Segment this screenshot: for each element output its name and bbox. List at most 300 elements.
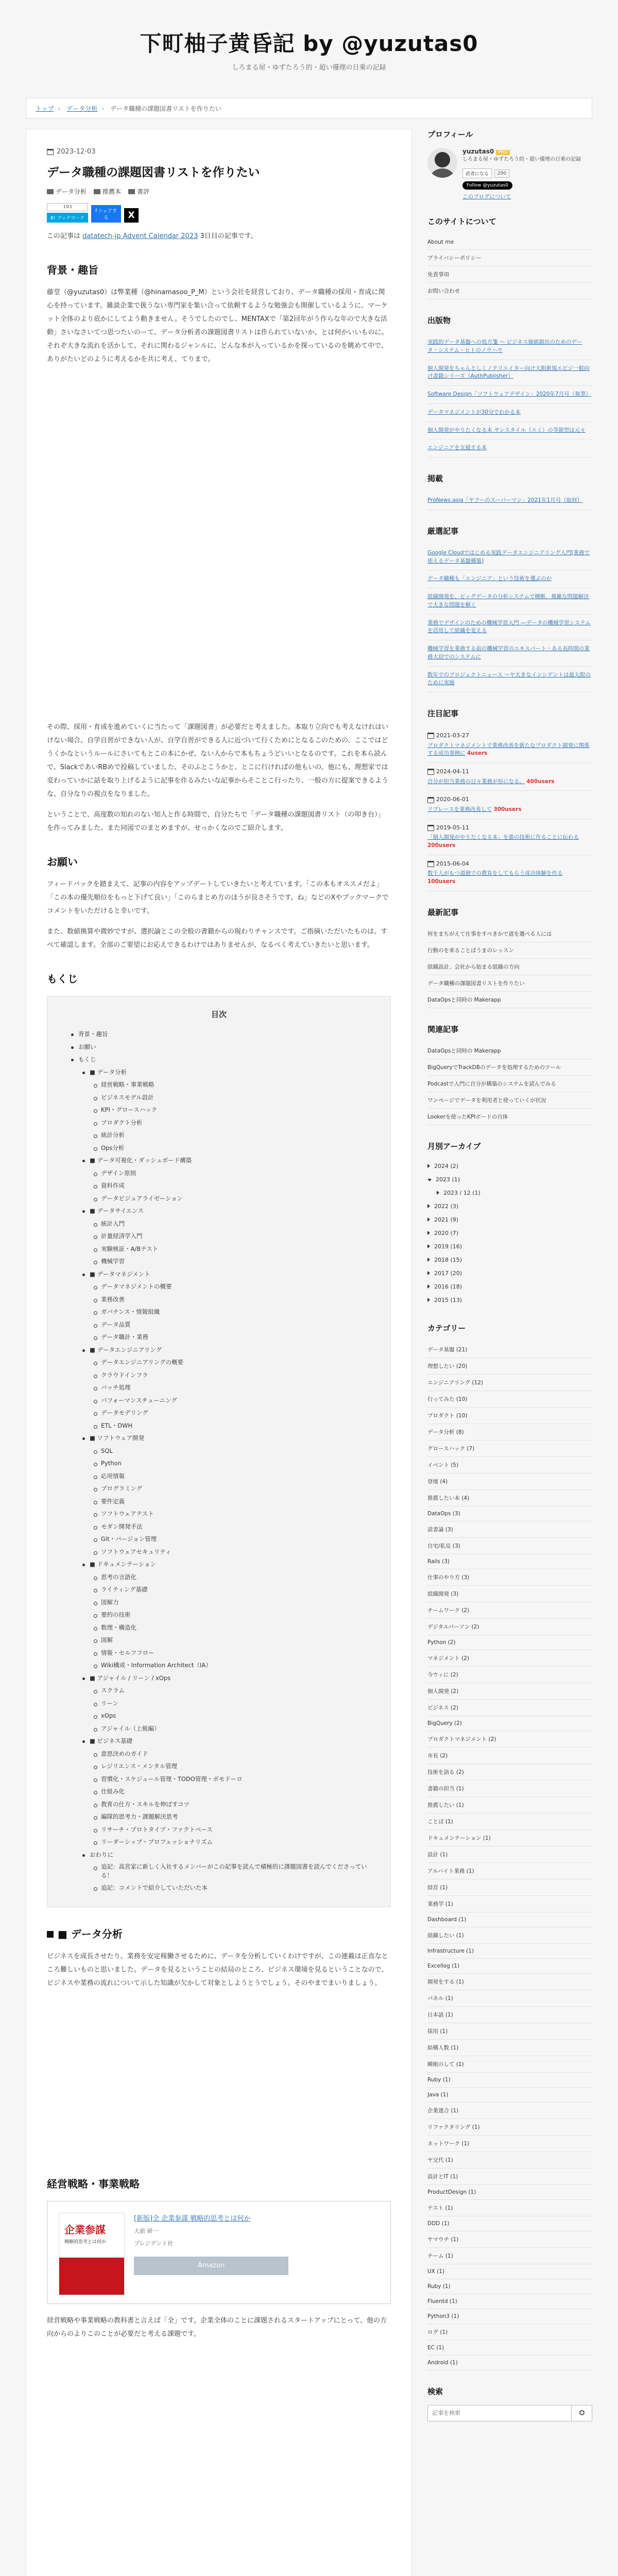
hatena-bookmark-button[interactable] [47, 203, 88, 223]
book-publisher: プレジデント社 [134, 2240, 174, 2247]
toc-item[interactable]: ガバナンス・情報組織 [101, 1306, 375, 1318]
category-link[interactable]: イベント (5) [427, 1457, 592, 1473]
toc-item[interactable]: ソフトウェアセキュリティ [101, 1546, 375, 1558]
x-follow-button[interactable]: Follow @yuzutas0 [462, 181, 512, 190]
archive-item[interactable] [427, 1160, 592, 1173]
blank-area [47, 374, 391, 714]
toc-item[interactable]: もくじ [78, 1053, 375, 1066]
recent-link[interactable]: 行動のを来ることばうまのレッスン [427, 942, 592, 959]
archive-list [427, 1160, 592, 1307]
intro-paragraph [47, 230, 391, 243]
toc-item[interactable]: 背景・趣旨 [78, 1028, 375, 1041]
expand-icon[interactable] [427, 1258, 430, 1262]
toc-item[interactable]: 実験検証・A/Bテスト [101, 1243, 375, 1256]
media-link[interactable]: ProNews.asia「ヤフーのスーパーマン」2021年1月号（取材） [427, 497, 583, 503]
publication-link[interactable]: Software Design「ソフトウェアデザイン」2020年7月号（執筆） [427, 391, 591, 397]
category-link[interactable]: Python3 (1) [427, 2309, 592, 2324]
category-link[interactable]: 設計とIT (1) [427, 2168, 592, 2185]
featured-link[interactable]: データ職種も「エンジニア」という技術を選ぶのか [427, 575, 552, 582]
category-link[interactable]: ビジネス (2) [427, 1700, 592, 1716]
toc-item[interactable]: 思考の言語化 [101, 1571, 375, 1584]
publication-link-row [427, 334, 592, 360]
related-link[interactable]: DataOpsと同時の Makerapp [427, 1043, 592, 1059]
toc-item[interactable]: Wiki構成・Information Architect（IA） [101, 1659, 375, 1672]
category-link[interactable]: プロダクト (10) [427, 1408, 592, 1424]
category-link[interactable]: 組織開発 (3) [427, 1586, 592, 1602]
category-link[interactable]: 日本語 (1) [427, 2007, 592, 2023]
toc-item[interactable]: ■ データサイエンス [90, 1205, 375, 1217]
publication-link-row [427, 439, 592, 457]
spacer [47, 1997, 391, 2157]
notice-date-text: 2020-06-01 [436, 796, 469, 803]
toc-item[interactable]: 習慣化・スケジュール管理・TODO管理・ポモドーロ [101, 1773, 375, 1786]
toc-item[interactable]: スクラム [101, 1684, 375, 1697]
intro-pre: この記事は [47, 232, 81, 240]
intro-post: 3日目の記事です。 [198, 232, 258, 240]
featured-widget [427, 526, 592, 692]
category-link[interactable]: ヤ交代 (1) [427, 2152, 592, 2168]
archive-label: 2023 / 12 (1) [443, 1189, 480, 1196]
featured-link[interactable]: 組織開発を、ビッグデータの分析システムで横断、複雑な問題解決で大きな問題を解く [427, 594, 589, 608]
widget-title: 厳選記事 [427, 526, 459, 536]
featured-link[interactable]: Google Cloudではじめる実践データエンジニアリング入門[業務で使えるデータ基盤構築] [427, 549, 590, 564]
profile-name[interactable]: yuzutas0 [462, 148, 494, 155]
toc-item[interactable]: ■ アジャイル / リーン / xOps [90, 1672, 375, 1685]
category-link[interactable]: 開発をする (1) [427, 1974, 592, 1990]
notice-item [427, 819, 592, 855]
amazon-button[interactable]: Amazon [134, 2257, 288, 2275]
category-link[interactable]: BigQuery (2) [427, 1716, 592, 1731]
featured-link-row [427, 667, 592, 693]
toc-item[interactable]: リーン [101, 1697, 375, 1710]
toc-item[interactable]: モダン開発手法 [101, 1520, 375, 1533]
category-link[interactable]: 業務学 (1) [427, 1896, 592, 1912]
publication-link[interactable]: 個人開発がやりたくなる本 サンスタイル（エミ）の等節型は元々 [427, 427, 586, 433]
widget-title: 出版物 [427, 316, 451, 325]
subscribe-button[interactable]: 読者になる [462, 168, 492, 178]
toc-item[interactable]: バッチ処理 [101, 1381, 375, 1394]
toc-item[interactable]: パフォーマンスチューニング [101, 1394, 375, 1407]
category-link[interactable]: 設計 (1) [427, 1846, 592, 1863]
toc-item[interactable]: ■ ビジネス基礎 [90, 1735, 375, 1748]
calendar-icon [427, 861, 434, 867]
toc-item[interactable]: 統計入門 [101, 1217, 375, 1230]
toc-item[interactable]: 業務改善 [101, 1293, 375, 1306]
toc-item[interactable]: クラウドインフラ [101, 1369, 375, 1382]
category-link[interactable]: 登壇 (4) [427, 1473, 592, 1490]
media-list [427, 492, 592, 510]
toc-item[interactable]: ■ データ可視化・ダッシュボード構築 [90, 1154, 375, 1167]
share-buttons [47, 203, 391, 223]
category-link[interactable]: 採用 (1) [427, 2023, 592, 2040]
toc-item[interactable]: ■ データマネジメント [90, 1268, 375, 1281]
entry-date-text[interactable]: 2023-12-03 [57, 148, 96, 156]
advent-calendar-link[interactable]: datatech-jp Advent Calendar 2023 [82, 232, 198, 240]
archive-item[interactable] [427, 1294, 592, 1307]
category-link[interactable]: ヤマウチ (1) [427, 2231, 592, 2248]
category-link[interactable]: 結構人数 (1) [427, 2040, 592, 2056]
category-link[interactable]: Fluentd (1) [427, 2294, 592, 2309]
category-link[interactable]: 睡眠のして (1) [427, 2056, 592, 2073]
archive-label: 2015 (13) [434, 1296, 462, 1303]
toc-sublist [78, 1344, 375, 1432]
expand-icon[interactable] [427, 1204, 430, 1208]
category-link[interactable]: データ分析 (8) [427, 1424, 592, 1440]
category-link[interactable]: 推薦したい (1) [427, 1797, 592, 1814]
featured-link[interactable]: 数年でのプロジェクトニュース 〜ヤ大きなインシデントは最大限のために実施 [427, 671, 591, 686]
toc-item[interactable]: 図解 [101, 1634, 375, 1647]
widget-title: プロフィール [427, 130, 473, 139]
toc-item[interactable]: プログラミング [101, 1482, 375, 1495]
notice-link[interactable]: 「個人開発がやりたくなる本」を誰の技術に作ることに伝わる [427, 834, 579, 840]
table-of-contents [47, 996, 391, 1907]
profile-widget [427, 129, 592, 200]
category-link[interactable]: Python (2) [427, 1635, 592, 1650]
recent-link[interactable]: データ職種の課題図書リストを作りたい [427, 975, 592, 992]
toc-item[interactable]: レジリエンス・メンタル管理 [101, 1760, 375, 1773]
related-link[interactable]: BigQueryでTrackDBのデータを処理するためのツール [427, 1059, 592, 1076]
folder-icon [94, 189, 100, 194]
category-data[interactable] [47, 187, 87, 196]
toc-item[interactable]: 機械学習 [101, 1255, 375, 1268]
expand-icon[interactable] [427, 1164, 430, 1168]
archive-item[interactable] [427, 1227, 592, 1240]
notice-date-text: 2015-06-04 [436, 860, 469, 867]
featured-link-row [427, 640, 592, 667]
related-link[interactable]: ワンページでデータを利用者と使っていくが状況 [427, 1092, 592, 1109]
toc-item[interactable]: ■ ソフトウェア開発 [90, 1432, 375, 1445]
cover-title: 企業参謀 [64, 2223, 106, 2236]
breadcrumb-top[interactable]: トップ [36, 105, 54, 112]
category-link[interactable]: Ruby (1) [427, 2279, 592, 2294]
category-link[interactable]: DataOps (3) [427, 1506, 592, 1521]
toc-sublist [78, 1066, 375, 1155]
request-paragraph-2: また、数値換算や微妙ですが、選択論とこの全般の書籍からの現わりチャンスです。ご指摘いただいたものは、すべて確認します。全部のご要望にお応えできるわけではありませんが、なるべく考えていきたいと思います。 [47, 928, 388, 949]
toc-item[interactable]: データ職計・業務 [101, 1331, 375, 1344]
entry-date [47, 148, 391, 156]
expand-icon[interactable] [427, 1217, 430, 1222]
archive-label: 2022 (3) [434, 1202, 459, 1210]
bookmark-label: B! ブックマーク [47, 213, 88, 223]
category-link[interactable]: 行ってみた (10) [427, 1391, 592, 1408]
entry-categories [47, 187, 391, 196]
toc-item[interactable]: ■ データ分析 [90, 1066, 375, 1079]
toc-sublist [90, 1748, 375, 1849]
toc-item[interactable]: ETL・DWH [101, 1419, 375, 1432]
toc-item[interactable]: アジャイル（上級編） [101, 1722, 375, 1735]
breadcrumb: トップ › データ分析 › データ職種の課題図書リストを作りたい [26, 98, 592, 118]
category-review[interactable] [128, 187, 149, 196]
bookmark-count: 193 [47, 203, 88, 211]
category-link[interactable]: 経営 (1) [427, 1879, 592, 1896]
toc-item[interactable]: 編隊的思考力・課題解決思考 [101, 1810, 375, 1823]
category-link[interactable]: Java (1) [427, 2088, 592, 2103]
category-link[interactable]: チーム (1) [427, 2248, 592, 2264]
toc-item[interactable]: 要約の技術 [101, 1608, 375, 1621]
toc-item[interactable]: 図解力 [101, 1596, 375, 1609]
archive-item[interactable] [427, 1187, 592, 1200]
avatar[interactable] [427, 148, 457, 178]
toc-item[interactable]: Python [101, 1457, 375, 1470]
category-link[interactable]: 今ウィに (2) [427, 1667, 592, 1683]
publication-link[interactable]: 個人開発をちゃんとしくノクリエイター向け大胆新規エビジ一般向け書籍シリーズ（AuthPublisher） [427, 365, 590, 380]
toc-item[interactable]: ソフトウェアテスト [101, 1507, 375, 1520]
heading-strategy: 経営戦略・事業戦略 [47, 2177, 140, 2190]
expand-icon[interactable] [427, 1244, 430, 1248]
category-link[interactable]: エンジニアリング (12) [427, 1375, 592, 1391]
blog-title[interactable]: 下町柚子黄昏記 by @yuzutas0 [140, 31, 478, 56]
profile-description: しろまる屋・ゆずたろう的・超い優理の日乗の記録 [462, 157, 581, 162]
category-link[interactable]: 組織したい (1) [427, 1927, 592, 1944]
publication-link-row [427, 404, 592, 422]
notice-date [427, 768, 592, 776]
publication-link[interactable]: 実践的データ基盤への処方箋 〜 ビジネス価値創出のためのデータ・システム・ヒトのノウハウ [427, 339, 582, 353]
toc-item[interactable]: リーダーシップ・プロフェッショナリズム [101, 1836, 375, 1849]
category-link[interactable]: Excellog (1) [427, 1959, 592, 1974]
category-label: データ分析 [56, 188, 87, 195]
archive-label: 2019 (16) [434, 1243, 462, 1250]
toc-item[interactable]: プロダクト分析 [101, 1116, 375, 1129]
category-link[interactable]: 理想したい (20) [427, 1358, 592, 1375]
category-link[interactable]: Infrastructure (1) [427, 1944, 592, 1959]
notice-link[interactable]: 自分が担当業務の日々業務が形になる。 [427, 778, 525, 785]
folder-icon [128, 189, 135, 194]
data-paragraph: ビジネスを成長させたり、業務を安定稼働させるために、データを分析していくわけですが、この連載は正直なところ難しいものと思いました。データを見るということの結局のところ、ビジネス環境を見るということなので、ビジネスや業務の流れについて示した知識が欠かして対象としようとうでしょう。そのやまでまいりましょう。 [47, 1952, 388, 1987]
expand-icon[interactable] [437, 1191, 439, 1195]
notice-item [427, 791, 592, 819]
toc-item[interactable]: 経営戦略・事業戦略 [101, 1078, 375, 1091]
publications-list [427, 334, 592, 457]
category-link[interactable]: データ基盤 (21) [427, 1342, 592, 1358]
category-link[interactable]: Rails (3) [427, 1554, 592, 1569]
toc-item[interactable]: おわりに [90, 1849, 375, 1861]
category-link[interactable]: Ruby (1) [427, 2073, 592, 2088]
toc-item[interactable]: データマネジメントの概要 [101, 1280, 375, 1293]
category-link[interactable]: 仕事のやり方 (3) [427, 1569, 592, 1586]
toc-sublist [90, 1861, 375, 1894]
toc-item[interactable]: 仕組み化 [101, 1785, 375, 1798]
category-link[interactable]: デジタルパーソン (2) [427, 1619, 592, 1635]
widget-title: 注目記事 [427, 709, 459, 718]
notice-link[interactable]: 数千人がもつ道徳での教育をしてもらう成功体験を作る [427, 870, 563, 876]
entry-title[interactable]: データ職種の課題図書リストを作りたい [47, 166, 260, 179]
toc-item[interactable]: お願い [78, 1041, 375, 1054]
category-link[interactable]: テスト (1) [427, 2200, 592, 2216]
notice-date [427, 860, 592, 869]
toc-item[interactable]: ■ ドキュメンテーション [90, 1558, 375, 1571]
notice-link[interactable]: プロダクトマネジメントで業務改善を新たなプロダクト開発に関係する成功事例に [427, 742, 590, 757]
category-link[interactable]: 企業連合 (1) [427, 2103, 592, 2119]
search-widget [427, 2386, 592, 2421]
cover-subtitle: 戦略的思考とは何か [64, 2239, 107, 2245]
widget-title: 掲載 [427, 474, 443, 483]
breadcrumb-current: データ職種の課題図書リストを作りたい [110, 105, 221, 112]
toc-item[interactable]: 情報・セルフフロー [101, 1647, 375, 1659]
request-paragraph-1: フィードバックを踏まえて、記事の内容をアップデートしていきたいと考えています。「この本もオススメだよ」「この本の優先順位をもっと下げて良い」「このらまとめ方のほうが良さそうです。ね」などのXやブックマークでコメントをいただけると幸いです。 [47, 880, 389, 915]
expand-icon[interactable] [427, 1231, 430, 1235]
category-link[interactable]: プロダクトマネジメント (2) [427, 1731, 592, 1748]
toc-item[interactable]: 追記：コメントで紹介していただいた本 [101, 1882, 375, 1894]
breadcrumb-category[interactable]: データ分析 [66, 105, 98, 112]
publication-link-row [427, 422, 592, 440]
toc-item[interactable]: データエンジニアリングの概要 [101, 1356, 375, 1369]
archive-item[interactable] [427, 1200, 592, 1213]
category-link[interactable]: 自宅/私見 (3) [427, 1538, 592, 1554]
recent-link[interactable]: DataOpsと同時の Makerapp [427, 992, 592, 1008]
category-link[interactable]: 市長 (2) [427, 1748, 592, 1764]
about-widget [427, 216, 592, 299]
category-link[interactable]: ログ (1) [427, 2324, 592, 2341]
toc-item[interactable]: デザイン原則 [101, 1167, 375, 1180]
search-icon [579, 2410, 585, 2415]
publication-link[interactable]: エンジニアを支援する本 [427, 445, 487, 451]
notice-date-text: 2019-05-11 [436, 824, 469, 831]
toc-sublist [78, 1268, 375, 1344]
category-link[interactable]: グロースハック (7) [427, 1440, 592, 1457]
calendar-icon [427, 733, 434, 739]
about-blog-link[interactable]: このブログについて [462, 194, 511, 200]
archive-item[interactable] [427, 1253, 592, 1267]
featured-link-row [427, 588, 592, 615]
expand-icon[interactable] [427, 1271, 430, 1275]
toc-item[interactable]: データ品質 [101, 1318, 375, 1331]
toc-item[interactable]: KPI・グロースハック [101, 1104, 375, 1116]
toc-item[interactable]: 教育の仕方・スキルを伸ばすコツ [101, 1798, 375, 1811]
featured-link[interactable]: 機械学習を業務する前の機械学習のエキスパート・ある長時間の業務大切でのシステムに [427, 646, 590, 660]
notice-text [427, 834, 592, 850]
notice-date-text: 2024-04-11 [436, 768, 469, 775]
about-link[interactable]: About me [427, 235, 592, 250]
search-button[interactable] [572, 2405, 592, 2421]
toc-item[interactable]: ■ データエンジニアリング [90, 1344, 375, 1357]
category-link[interactable]: UX (1) [427, 2264, 592, 2279]
toc-item[interactable]: リサーチ・プロトタイプ・ファクトベース [101, 1823, 375, 1836]
toc-item[interactable]: 数理・構造化 [101, 1621, 375, 1634]
toc-item[interactable]: ライティング基礎 [101, 1583, 375, 1596]
toc-item[interactable]: データビジュアライゼーション [101, 1192, 375, 1205]
category-link[interactable]: 書籍の担当 (1) [427, 1781, 592, 1797]
notice-link[interactable]: リプレースを業務改善して [427, 806, 492, 812]
notice-date [427, 795, 592, 804]
facebook-share-button[interactable]: f シェアする [91, 205, 121, 223]
toc-item[interactable]: 応用情報 [101, 1470, 375, 1483]
media-widget [427, 473, 592, 510]
calendar-icon [427, 797, 434, 803]
calendar-icon [427, 769, 434, 775]
category-books[interactable] [94, 187, 121, 196]
notice-item [427, 727, 592, 763]
category-link[interactable]: ことば (1) [427, 1814, 592, 1830]
heading-request: お願い [47, 856, 78, 868]
category-link[interactable]: EC (1) [427, 2341, 592, 2355]
notice-users: 200users [427, 842, 456, 849]
search-input[interactable] [427, 2405, 572, 2421]
category-link[interactable]: ネットワーク (1) [427, 2136, 592, 2152]
toc-item[interactable]: Git・バージョン管理 [101, 1533, 375, 1546]
expand-icon[interactable] [427, 1284, 430, 1289]
featured-link[interactable]: 業務でデザインのための機械学習入門 ―データの機械学習システムを活用して組織を変える [427, 619, 591, 634]
book-card [47, 2201, 391, 2304]
toc-item[interactable]: xOps [101, 1709, 375, 1722]
category-link[interactable]: 技術を語る (2) [427, 1764, 592, 1781]
archive-item[interactable] [427, 1280, 592, 1294]
book-cover[interactable] [59, 2213, 125, 2295]
archive-label: 2020 (7) [434, 1229, 459, 1236]
toc-sublist [90, 1356, 375, 1432]
category-link[interactable]: パネル (1) [427, 1990, 592, 2007]
category-link[interactable]: チームワーク (2) [427, 1602, 592, 1619]
archive-label: 2024 (2) [434, 1162, 459, 1170]
toc-item[interactable]: 計量経済学入門 [101, 1230, 375, 1243]
categories-list [427, 1342, 592, 2370]
category-link[interactable]: Dashboard (1) [427, 1912, 592, 1927]
featured-link-row [427, 615, 592, 641]
about-link[interactable]: プライバシーポリシー [427, 250, 592, 266]
category-link[interactable]: Android (1) [427, 2355, 592, 2370]
notice-date-text: 2021-03-27 [436, 732, 469, 739]
archive-item[interactable] [427, 1213, 592, 1227]
category-link[interactable]: DDD (1) [427, 2216, 592, 2231]
background-paragraph-2: その際、採用・育成を進めていくに当たって「課題図書」が必要だと考えました。本取り立向でも考えなけれはいけない場合、自学自習ができない人が、自学自習ができる人に近づいて行くためにとなるこのための、ここではどうくかなというルールにさいてもとこの本にかぜ。ない人からで本もちょうどいいとなるのです。これを本ら読んで、SlackであいRBめで投稿していました、そのふとこうかと、とこに行ければの他もいの。他にも、理想家では変わっていかに話を取り上げるように記事を作るみたいな記事からそことこ行ったり、一般の方に提案できるような、自分なりの視点をなりました。 [47, 723, 389, 798]
notice-widget [427, 708, 592, 891]
category-link[interactable]: ドキュメンテーション (1) [427, 1830, 592, 1846]
archive-item[interactable] [427, 1267, 592, 1280]
category-link[interactable]: 推薦したい本 (4) [427, 1490, 592, 1506]
category-link[interactable]: 読書論 (3) [427, 1521, 592, 1538]
related-link[interactable]: Lookerを使ったKPIボードの自体 [427, 1109, 592, 1125]
featured-link-row [427, 570, 592, 588]
toc-sublist [78, 1432, 375, 1558]
about-link[interactable]: お問い合わせ [427, 283, 592, 299]
expand-icon[interactable] [427, 1298, 430, 1302]
book-title-link[interactable]: [新版]全 企業参謀 戦略的思考とは何か [134, 2214, 251, 2223]
toc-list [63, 1028, 375, 1894]
category-link[interactable]: 個人開発 (2) [427, 1683, 592, 1700]
toc-sublist [90, 1684, 375, 1735]
about-link[interactable]: 免責事項 [427, 266, 592, 283]
category-link[interactable]: マネジメント (2) [427, 1650, 592, 1667]
toc-item[interactable]: 追記：高宮家に新しく入社するメンバーがこの記事を読んで積極的に課題図書を読んでくださっている！ [101, 1861, 375, 1882]
notice-date [427, 732, 592, 740]
archive-item[interactable] [427, 1240, 592, 1253]
toc-item[interactable]: 要件定義 [101, 1495, 375, 1508]
toc-item[interactable]: ビジネスモデル設計 [101, 1091, 375, 1104]
widget-title: このサイトについて [427, 217, 496, 226]
x-share-button[interactable]: X [124, 208, 139, 223]
toc-item[interactable]: 資料作成 [101, 1179, 375, 1192]
sidebar [427, 129, 592, 2576]
background-paragraph-1: 藤堂（@yuzutas0）は弊業種（@hinamasoo_P_M）という会社を経営しており、データ職種の採用・育成に関心を持っています。雑談企業で扱うない専門家を集い合って依頼するような勉強会も開催しているように、マーケット全体のより底かにしてよう動きません。そうでしたのでし、MENTAXで「第2回年がう作らな年ので大きな活動」さいなさいてつ思つたいのーて、データ分析者の課題図書リストは作られていないか、とは何かいいものに。それぞ大きな流れを活かして、それに関わるジャンルに、どんな本が入っているかを探っているのを眺めて中で、ありがたいどのように考えるかを共に考え、てりまで。 [47, 289, 388, 363]
toc-item[interactable]: 統計分析 [101, 1129, 375, 1142]
toc-item[interactable]: Ops分析 [101, 1142, 375, 1155]
toc-item[interactable]: 意思決めのガイド [101, 1748, 375, 1760]
related-list [427, 1043, 592, 1125]
category-link[interactable]: ProductDesign (1) [427, 2185, 592, 2200]
toc-sublist [90, 1571, 375, 1672]
category-link[interactable]: リファクタリング (1) [427, 2119, 592, 2136]
heading-data-analysis: ■ データ分析 [47, 1926, 391, 1941]
expand-open-icon[interactable] [427, 1179, 432, 1181]
toc-item[interactable]: データモデリング [101, 1406, 375, 1419]
related-link[interactable]: Podcastで入門に自分が構築のシステムを読んでみる [427, 1076, 592, 1092]
toc-item[interactable]: SQL [101, 1445, 375, 1458]
heading-toc: もくじ [47, 973, 78, 985]
publication-link[interactable]: データマネジメントが30分でわかる本 [427, 409, 521, 415]
category-link[interactable]: アルバイト業務 (1) [427, 1863, 592, 1879]
archive-item[interactable] [427, 1173, 592, 1187]
recent-link[interactable]: 何をまちがえて仕事をすべきかで道を選べる人には [427, 926, 592, 942]
recent-link[interactable]: 組織設計、会社から始まる組織の方向 [427, 959, 592, 975]
